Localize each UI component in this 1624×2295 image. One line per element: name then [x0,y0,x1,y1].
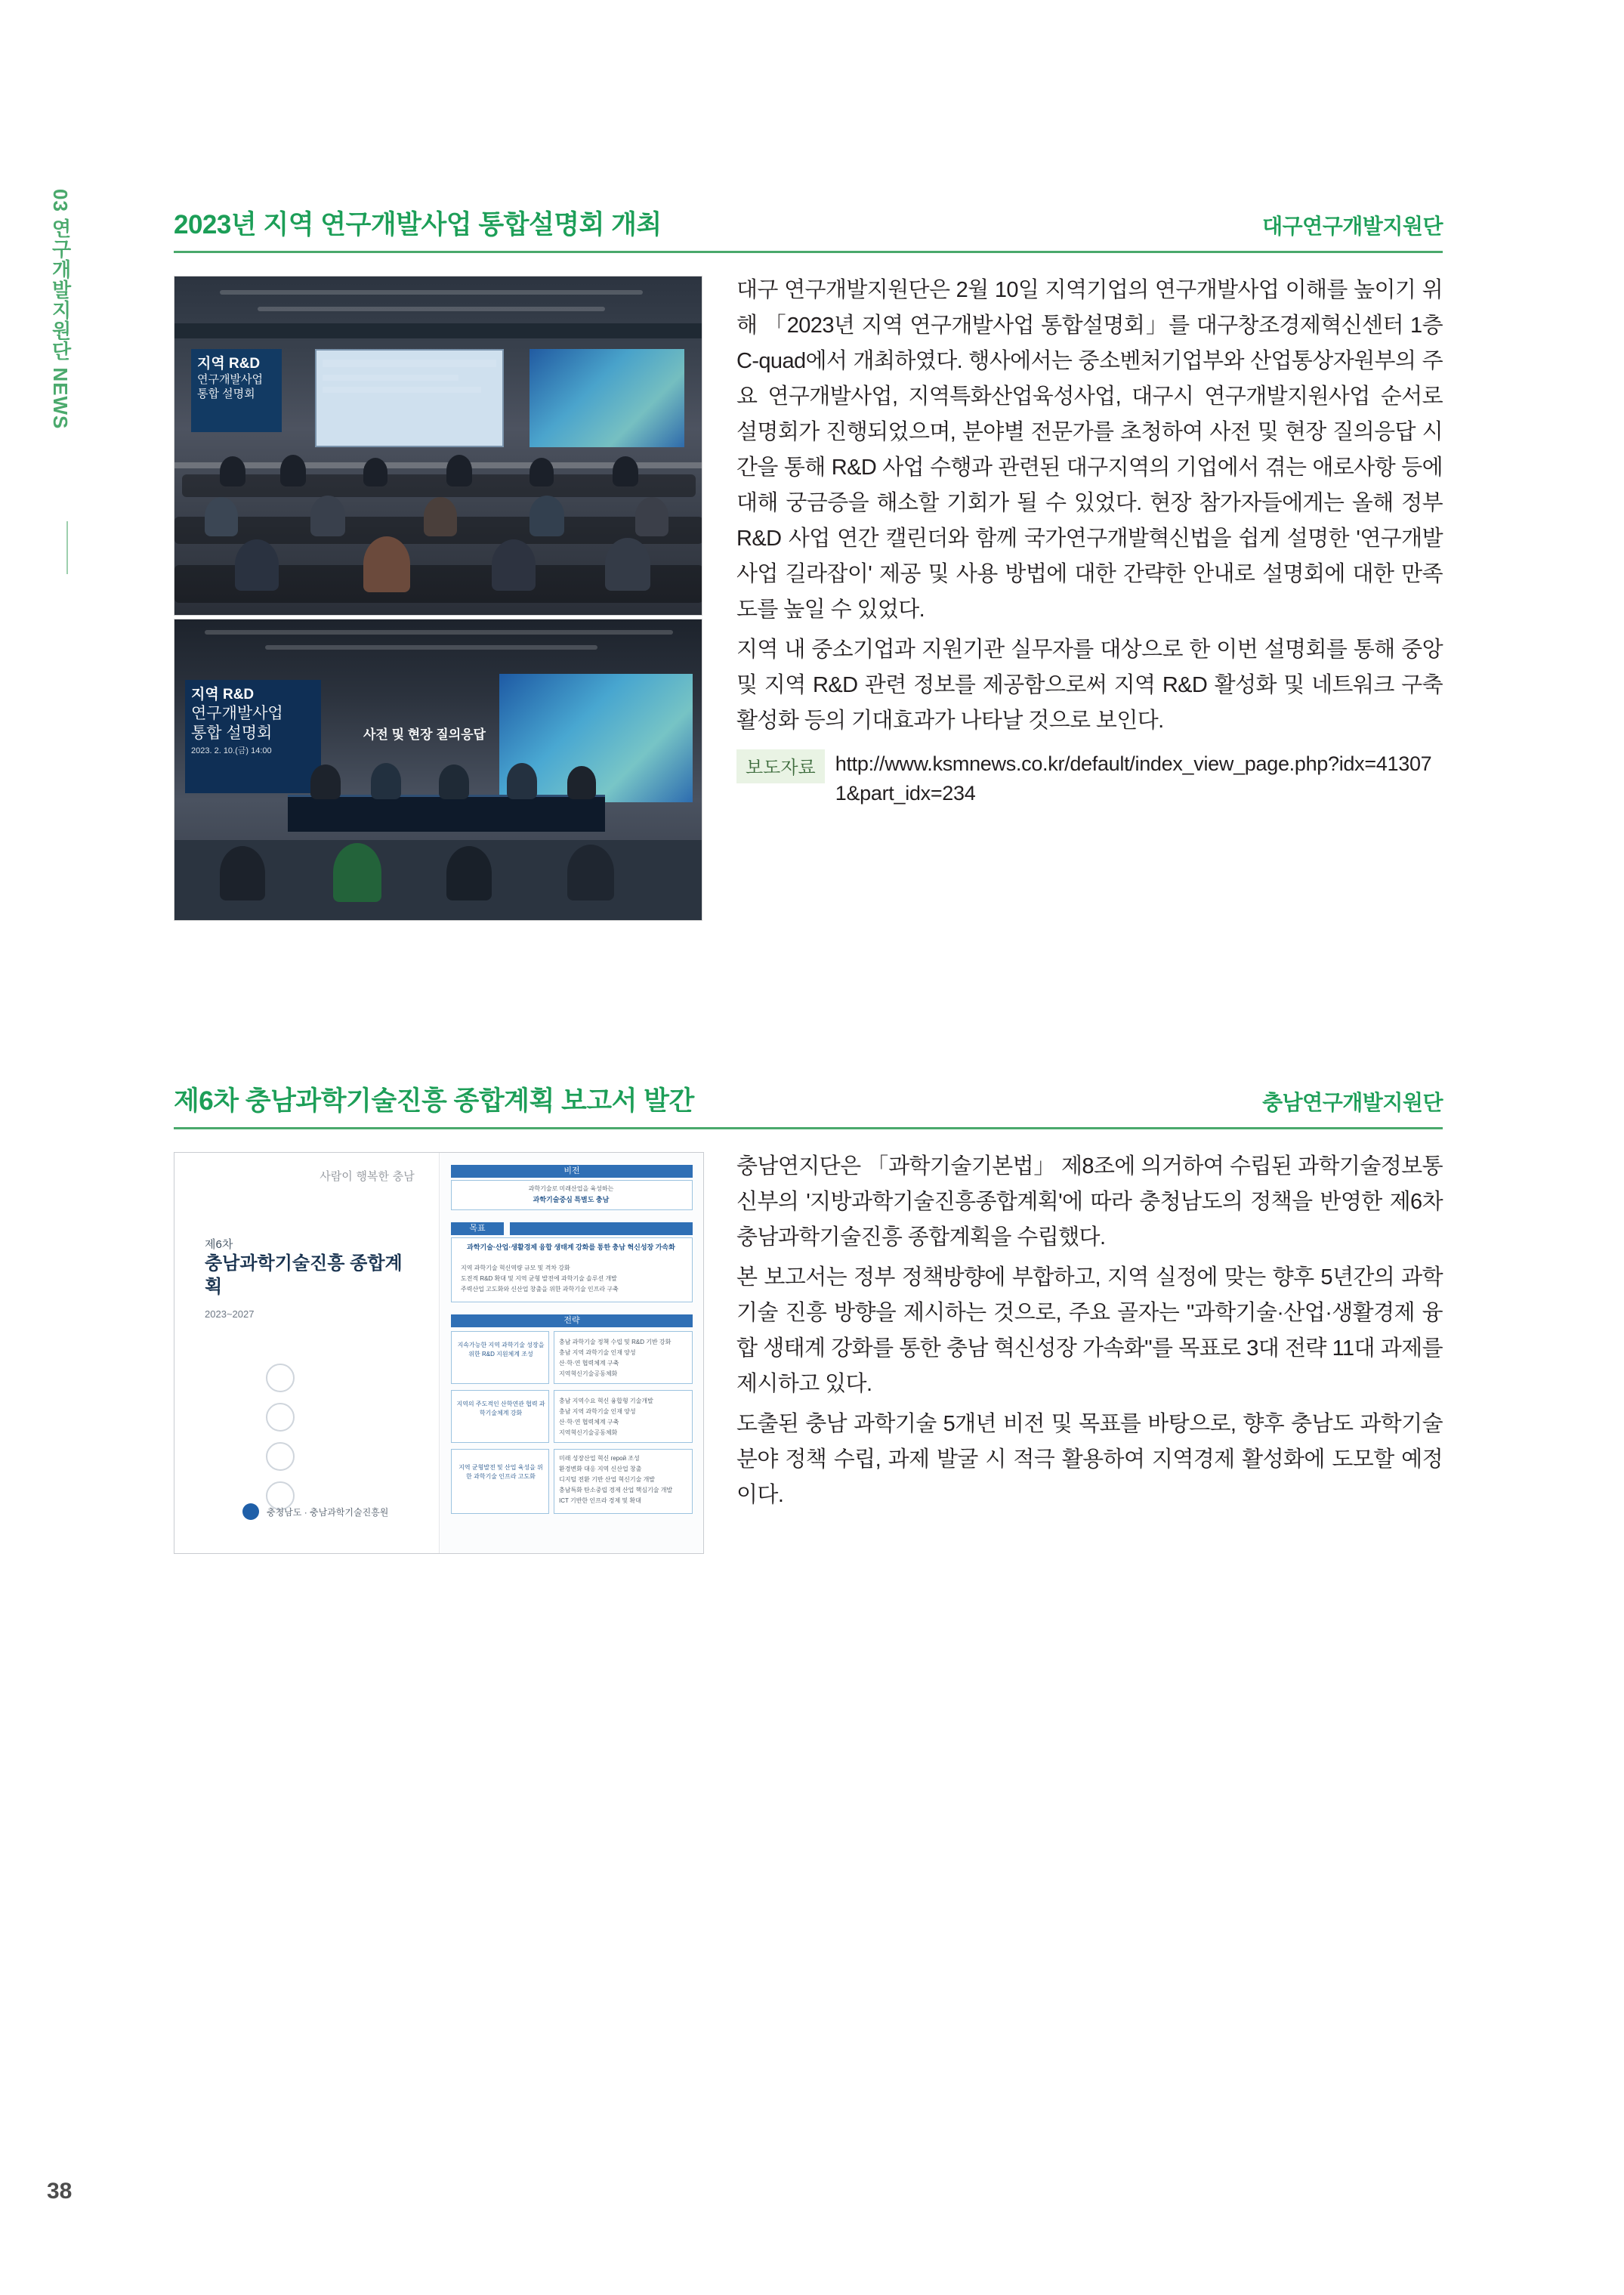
paragraph: 도출된 충남 과학기술 5개년 비전 및 목표를 바탕으로, 향후 충남도 과학기술분야 정책 수립, 과제 발굴 시 적극 활용하여 지역경제 활성화에 도모할 예정이다. [736,1411,1443,1507]
strategy-header: 전략 [451,1314,693,1327]
source-url[interactable]: http://www.ksmnews.co.kr/default/index_view_page.php?idx=413071&part_idx=234 [835,752,1432,805]
photo-caption-qa: 사전 및 현장 질의응답 [363,727,486,742]
strategy-right-item: 산·학·연 협력체계 구축 [559,1419,619,1425]
strategy-right-item: 충남 지역 과학기술 인재 양성 [559,1349,636,1356]
logo-text: 충청남도 · 충남과학기술진흥원 [267,1506,389,1518]
chip-icon [266,1403,295,1432]
text-column [736,1149,1443,1518]
strategy-right-item: 지역혁신기술공동체화 [559,1429,618,1436]
photo-column [174,1152,702,1554]
source-row [736,749,1443,808]
photo-banner-left: 지역 R&D 연구개발사업 통합 설명회 [191,349,282,432]
goal-bullet: 도전적 R&D 확대 및 지역 균형 발전에 과학기술 솔루션 개발 [461,1275,617,1282]
strategy-right-item: 지역혁신기술공동체화 [559,1370,618,1377]
strategy-right-item: 미래 성장산업 혁신 герой 조성 [559,1455,640,1462]
photo-panel-qa [174,619,702,921]
photo-seminar-hall [174,276,702,616]
paragraph: 충남연지단은 「과학기술기본법」 제8조에 의거하여 수립된 과학기술정보통신부의 '지방과학기술진흥종합계획'에 따라 충청남도의 정책을 반영한 제6차 충남과학기술진흥 종합계획을 수립했다. [736,1154,1443,1249]
logo-mark-icon [242,1503,259,1520]
strategy-right-item: 충남 과학기술 정책 수립 및 R&D 기반 강화 [559,1339,672,1345]
report-logo [242,1503,388,1520]
goal-bullet: 주력산업 고도화와 신산업 창출을 위한 과학기술 인프라 구축 [461,1286,619,1293]
vision-main: 과학기술중심 특별도 충남 [533,1196,610,1203]
sidebar-divider [66,521,68,574]
photo-column [174,276,702,921]
paragraph: 지역 내 중소기업과 지원기관 실무자를 대상으로 한 이번 설명회를 통해 중앙 및 지역 R&D 관련 정보를 제공함으로써 지역 R&D 활성화 및 네트워크 구축 활성화 등의 기대효과가 나타날 것으로 보인다. [736,637,1443,733]
report-cover-left [174,1153,440,1553]
strategy-right-item: ICT 기반한 인프라 경제 및 확대 [559,1497,641,1504]
strategy-right-item: 디지털 전환 기반 산업 혁신기술 개발 [559,1476,656,1483]
article-header [174,204,1443,253]
strategy-right-item: 충남특화 탄소중립 경제 산업 핵심기술 개발 [559,1487,673,1493]
strategy-right-item: 충남 지역수요 혁신 융합형 기술개발 [559,1398,653,1404]
photo-report-cover [174,1152,704,1554]
report-cover-right [440,1153,703,1553]
strategy-right-item: 충남 지역 과학기술 인재 양성 [559,1408,636,1415]
strategy-left-text: 지역 균형발전 및 산업 육성을 위한 과학기술 인프라 고도화 [458,1464,543,1480]
paragraph: 본 보고서는 정부 정책방향에 부합하고, 지역 실정에 맞는 향후 5년간의 과학기술 진흥 방향을 제시하는 것으로, 주요 골자는 "과학기술·산업·생활경제 융합 생태계 강화를 통한 충남 혁신성장 가속화"를 목표로 3대 전략 11대 과제를 제시하고 있다. [736,1265,1443,1396]
goal-box [451,1237,693,1302]
report-edition: 제6차 [205,1238,233,1251]
strategy-left-text: 지속가능한 지역 과학기술 성장을 위한 R&D 지원체계 조성 [457,1342,545,1358]
photo-banner-stage: 지역 R&D 연구개발사업 통합 설명회 2023. 2. 10.(금) 14:00 [185,680,321,793]
strategy-right-cell [554,1331,693,1384]
sidebar-vertical-tab [47,189,92,582]
goal-text: 과학기술·산업·생활경제 융합 생태계 강화를 통한 충남 혁신성장 가속화 [467,1243,675,1251]
report-period: 2023~2027 [205,1308,255,1320]
strategy-left-cell [451,1449,549,1514]
article-header [174,1080,1443,1129]
article-organization: 충남연구개발지원단 [1262,1091,1443,1114]
strategy-right-item: 산·학·연 협력체계 구축 [559,1360,619,1367]
report-icon-group [258,1353,303,1521]
report-title: 충남과학기술진흥 종합계획 [205,1253,403,1297]
goal-header-band [510,1222,693,1235]
strategy-left-cell [451,1390,549,1443]
paragraph: 대구 연구개발지원단은 2월 10일 지역기업의 연구개발사업 이해를 높이기 위해 「2023년 지역 연구개발사업 통합설명회」를 대구창조경제혁신센터 1층 C-quad에서 개최하였다. 행사에서는 중소벤처기업부와 산업통상자원부의 주요 연구개발사업, 지역특화산업육성사업, 대구시 연구개발지원사업 순서로 설명회가 진행되었으며, 분야별 전문가를 초청하여 사전 및 현장 질의응답 시간을 통해 R&D 사업 수행과 관련된 대구지역의 기업에서 겪는 애로사항 등에 대해 궁금증을 해소할 기회가 될 수 있었다. 현장 참가자들에게는 올해 정부 R&D 사업 연간 캘린더와 함께 국가연구개발혁신법을 쉽게 설명한 '연구개발사업 길라잡이' 제공 및 사용 방법에 대한 간략한 안내로 설명회에 대한 만족도를 높일 수 있었다. [736,278,1443,622]
article-daegu [174,204,1443,805]
vision-sub: 과학기술로 미래산업을 육성하는 [528,1185,614,1192]
report-slogan: 사람이 행복한 충남 [320,1169,415,1183]
goal-bullet: 지역 과학기술 혁신역량 규모 및 격차 강화 [461,1265,570,1271]
vision-header: 비전 [451,1165,693,1178]
goal-header: 목표 [451,1222,504,1235]
page-number: 38 [47,2179,73,2204]
globe-icon [266,1364,295,1392]
page-title: 제6차 충남과학기술진흥 종합계획 보고서 발간 [174,1086,694,1116]
page-title: 2023년 지역 연구개발사업 통합설명회 개최 [174,210,662,239]
strategy-right-cell [554,1449,693,1514]
strategy-left-text: 지역의 주도적인 산학연관 협력 과학기술체계 강화 [456,1401,545,1416]
text-column [736,273,1443,808]
strategy-right-item: 환경변화 대응 지역 신산업 창출 [559,1466,642,1472]
strategy-right-cell [554,1390,693,1443]
article-chungnam [174,1080,1443,1518]
strategy-left-cell [451,1331,549,1384]
article-organization: 대구연구개발지원단 [1262,215,1443,238]
sidebar-section-label: 03 연구개발지원단 NEWS [49,189,72,430]
source-tag: 보도자료 [736,749,825,783]
vision-box [451,1180,693,1210]
gear-icon [266,1442,295,1471]
